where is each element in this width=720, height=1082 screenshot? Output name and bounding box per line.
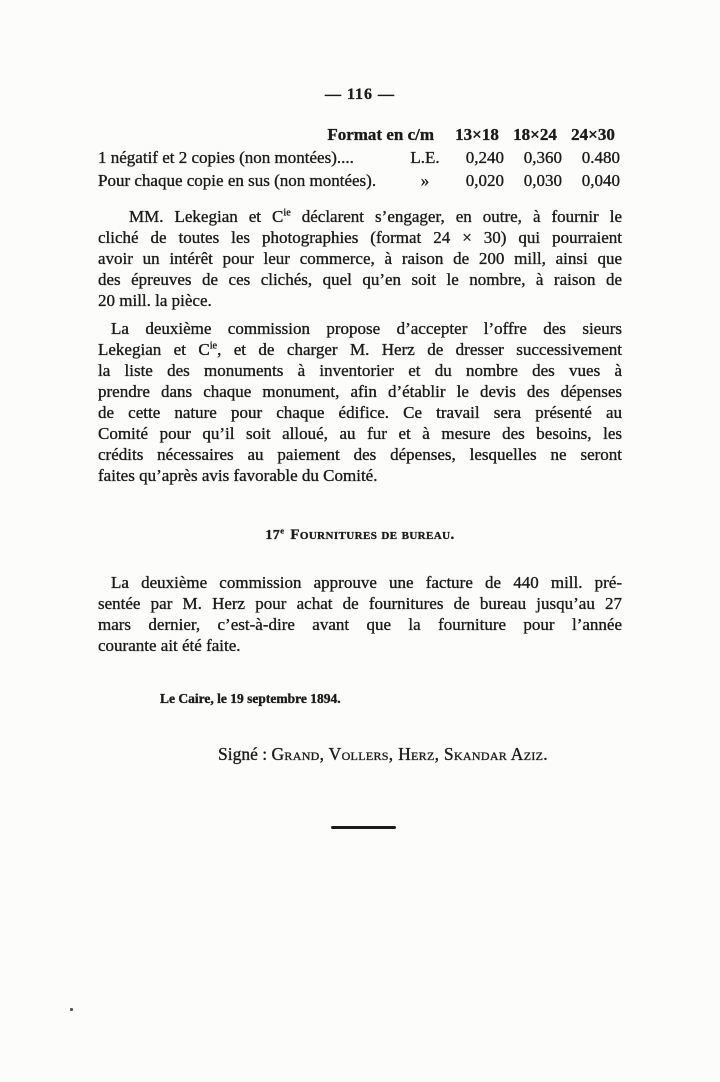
page-number: — 116 — [324,86,396,103]
text-line: cliché de toutes les photographies (format 24 × 30) qui pourraient [98,228,622,247]
price-cell: 0,030 [523,171,562,190]
text-line: Comité pour qu’il soit alloué, au fur et à mesure des besoins, les [98,424,622,443]
text-line: la liste des monuments à inventorier et du nombre des vues à [98,361,622,380]
paragraph-commission-proposal [98,318,622,486]
ditto-mark: » [420,171,430,190]
text-line: MM. Lekegian et $C^{ie}$ déclarent s’engager, en outre, à fournir le [129,207,622,226]
section-title: Fournitures de bureau. [290,527,455,543]
table-header-row [98,123,622,146]
text-line: courante ait été faite. [98,636,241,655]
column-header-24x30: 24×30 [571,125,615,144]
currency-cell: L.E. [410,148,440,167]
text-line: faites qu’après avis favorable du Comité. [98,466,378,485]
price-cell: 0,360 [523,148,562,167]
format-label: Format en c/m [327,125,434,144]
dateline: Le Caire, le 19 septembre 1894. [160,691,341,706]
table-row [98,146,622,169]
paragraph-bureau-invoice [98,572,622,656]
text-line: avoir un intérêt pour leur commerce, à raison de 200 mill, ainsi que [98,249,622,268]
section-number: 17e [265,526,285,543]
ink-speck [70,1008,73,1011]
text-line: La deuxième commission approuve une facture de 440 mill. pré- [111,573,622,592]
text-line: de cette nature pour chaque édifice. Ce travail sera présenté au [98,403,622,422]
signature-line [218,744,548,765]
text-line: crédits nécessaires au paiement des dépenses, lesquelles ne seront [98,445,622,464]
text-line: mars dernier, c’est-à-dire avant que la fourniture pour l’année [98,615,622,634]
row-label: Pour chaque copie en sus (non montées). [98,171,377,190]
text-line: des épreuves de ces clichés, quel qu’en soit le nombre, à raison de [98,270,622,289]
horizontal-rule [331,826,396,829]
text-line: prendre dans chaque monument, afin d’établir le devis des dépenses [98,382,622,401]
section-heading [0,527,720,544]
price-cell: 0,240 [465,148,504,167]
table-row [98,169,622,192]
signature-prefix: Signé : [218,744,272,764]
column-header-13x18: 13×18 [455,125,499,144]
text-line: 20 mill. la pièce. [98,291,212,310]
text-line: sentée par M. Herz pour achat de fournitures de bureau jusqu’au 27 [98,594,622,613]
price-table [98,123,622,192]
text-line: La deuxième commission propose d’accepter l’offre des sieurs [111,319,622,338]
price-cell: 0.480 [581,148,620,167]
paragraph-lekegian-offer [98,206,622,311]
row-label: 1 négatif et 2 copies (non montées).... [98,148,354,167]
price-cell: 0,040 [581,171,620,190]
price-cell: 0,020 [465,171,504,190]
column-header-18x24: 18×24 [513,125,557,144]
signature-names: Grand, Vollers, Herz, Skandar Aziz. [271,744,548,764]
text-line: Lekegian et $C^{ie}$, et de charger M. Herz de dresser successivement [98,340,622,359]
